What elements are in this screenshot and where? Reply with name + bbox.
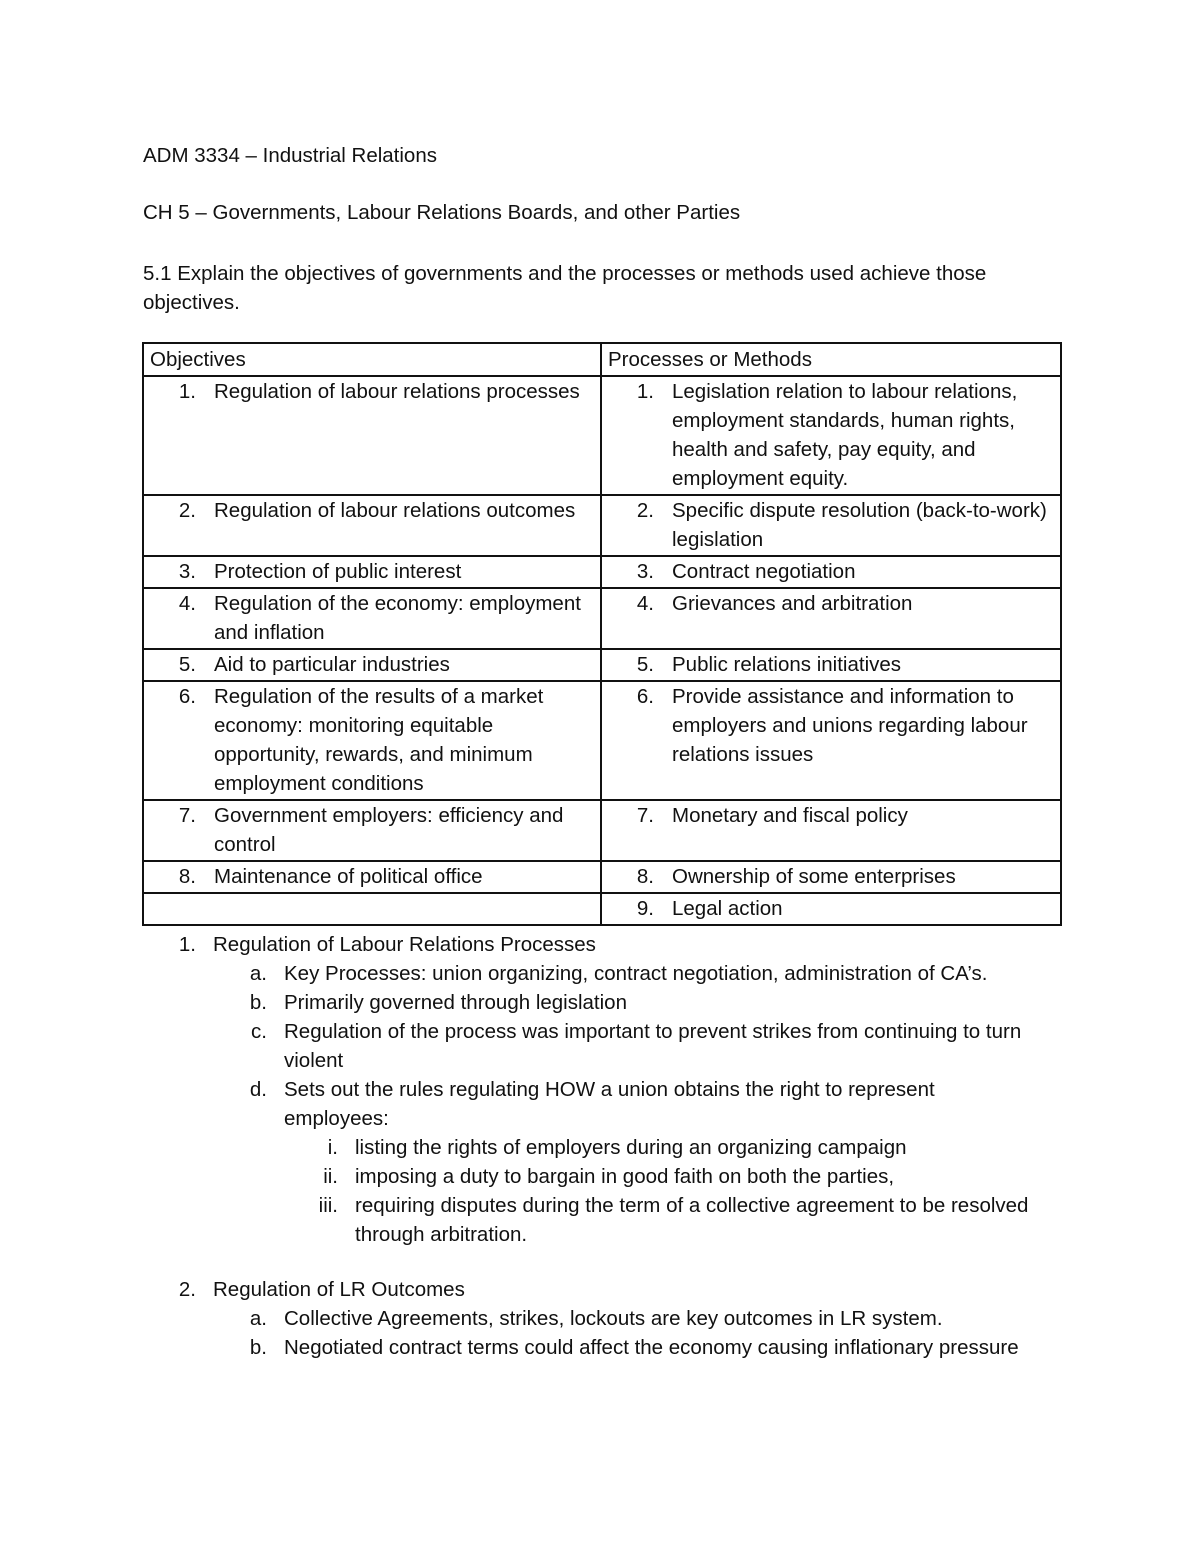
objective-cell — [143, 893, 601, 925]
process-cell — [601, 861, 1061, 893]
process-cell — [601, 588, 1061, 649]
item-number: 2. — [178, 499, 196, 522]
process-cell — [601, 800, 1061, 861]
item-text: Provide assistance and information to employers and unions regarding labour relations issues — [672, 685, 1028, 766]
process-cell — [601, 376, 1061, 495]
item-text: Grievances and arbitration — [672, 592, 913, 615]
list-number: c. — [251, 1020, 267, 1043]
list-text: requiring disputes during the term of a collective agreement to be resolved through arbitration. — [355, 1194, 1029, 1246]
list-number: b. — [249, 991, 267, 1014]
section-1 — [143, 930, 1043, 1249]
list-number: 1. — [178, 933, 196, 956]
list-text: Regulation of LR Outcomes — [213, 1278, 465, 1301]
objective-cell — [143, 376, 601, 495]
item-text: Protection of public interest — [214, 560, 462, 583]
list-item — [143, 1333, 1043, 1362]
table-row — [143, 681, 1061, 800]
table-row — [143, 649, 1061, 681]
item-number: 4. — [178, 592, 196, 615]
item-number: 5. — [178, 653, 196, 676]
item-text: Regulation of labour relations processes — [214, 380, 580, 403]
list-number: a. — [249, 1307, 267, 1330]
process-cell — [601, 649, 1061, 681]
item-number: 6. — [178, 685, 196, 708]
table-row — [143, 861, 1061, 893]
section-1-heading — [143, 930, 1043, 959]
item-number: 1. — [178, 380, 196, 403]
list-item — [143, 1075, 1043, 1133]
list-number: i. — [327, 1136, 338, 1159]
objective-cell — [143, 556, 601, 588]
item-number: 2. — [636, 499, 654, 522]
item-number: 8. — [178, 865, 196, 888]
list-item — [143, 988, 1043, 1017]
item-text: Government employers: efficiency and control — [214, 804, 564, 856]
list-text: Regulation of the process was important to prevent strikes from continuing to turn violent — [284, 1020, 1022, 1072]
list-text: Negotiated contract terms could affect the economy causing inflationary pressure — [284, 1336, 1019, 1359]
item-text: Maintenance of political office — [214, 865, 483, 888]
item-number: 5. — [636, 653, 654, 676]
table-row — [143, 800, 1061, 861]
item-number: 3. — [178, 560, 196, 583]
table-header-row — [143, 343, 1061, 376]
list-number: d. — [249, 1078, 267, 1101]
item-number: 3. — [636, 560, 654, 583]
item-text: Ownership of some enterprises — [672, 865, 956, 888]
item-number: 1. — [636, 380, 654, 403]
objective-cell — [143, 800, 601, 861]
list-text: Collective Agreements, strikes, lockouts are key outcomes in LR system. — [284, 1307, 943, 1330]
item-text: Specific dispute resolution (back-to-work) legislation — [672, 499, 1047, 551]
list-item — [143, 1304, 1043, 1333]
section-2-heading — [143, 1275, 1043, 1304]
header-objectives: Objectives — [143, 343, 601, 376]
item-number: 7. — [636, 804, 654, 827]
objective-cell — [143, 588, 601, 649]
item-number: 4. — [636, 592, 654, 615]
objective-cell — [143, 861, 601, 893]
item-text: Regulation of labour relations outcomes — [214, 499, 576, 522]
table-row — [143, 495, 1061, 556]
item-text: Regulation of the results of a market economy: monitoring equitable opportunity, rewards, and minimum employment conditions — [214, 685, 544, 795]
header-processes: Processes or Methods — [601, 343, 1061, 376]
list-number: b. — [249, 1336, 267, 1359]
item-text: Contract negotiation — [672, 560, 856, 583]
list-item — [143, 1017, 1043, 1075]
item-text: Public relations initiatives — [672, 653, 902, 676]
course-title: ADM 3334 – Industrial Relations — [143, 144, 437, 167]
list-text: Key Processes: union organizing, contract negotiation, administration of CA’s. — [284, 962, 988, 985]
list-item — [143, 1162, 1043, 1191]
item-text: Monetary and fiscal policy — [672, 804, 908, 827]
process-cell — [601, 495, 1061, 556]
list-item — [143, 959, 1043, 988]
list-number: a. — [249, 962, 267, 985]
table-row — [143, 556, 1061, 588]
section-2 — [143, 1275, 1043, 1362]
process-cell — [601, 556, 1061, 588]
item-number: 8. — [636, 865, 654, 888]
process-cell — [601, 893, 1061, 925]
item-number: 9. — [636, 897, 654, 920]
list-text: listing the rights of employers during an organizing campaign — [355, 1136, 907, 1159]
item-number: 6. — [636, 685, 654, 708]
table-row — [143, 893, 1061, 925]
item-text: Aid to particular industries — [214, 653, 450, 676]
item-text: Regulation of the economy: employment and inflation — [214, 592, 581, 644]
list-number: 2. — [178, 1278, 196, 1301]
list-text: Primarily governed through legislation — [284, 991, 627, 1014]
list-item — [143, 1133, 1043, 1162]
table-row — [143, 376, 1061, 495]
objectives-table — [142, 342, 1062, 926]
objective-cell — [143, 681, 601, 800]
list-text: Regulation of Labour Relations Processes — [213, 933, 596, 956]
item-number: 7. — [178, 804, 196, 827]
list-number: iii. — [318, 1194, 338, 1217]
list-text: Sets out the rules regulating HOW a union obtains the right to represent employees: — [284, 1078, 935, 1130]
table-row — [143, 588, 1061, 649]
item-text: Legislation relation to labour relations, employment standards, human rights, health and safety, pay equity, and employment equity. — [672, 380, 1018, 490]
item-text: Legal action — [672, 897, 783, 920]
chapter-title: CH 5 – Governments, Labour Relations Boards, and other Parties — [143, 201, 741, 224]
objective-cell — [143, 495, 601, 556]
list-text: imposing a duty to bargain in good faith on both the parties, — [355, 1165, 895, 1188]
process-cell — [601, 681, 1061, 800]
objective-cell — [143, 649, 601, 681]
list-item — [143, 1191, 1043, 1249]
list-number: ii. — [323, 1165, 338, 1188]
intro-paragraph: 5.1 Explain the objectives of governments and the processes or methods used achieve those objectives. — [143, 262, 987, 314]
